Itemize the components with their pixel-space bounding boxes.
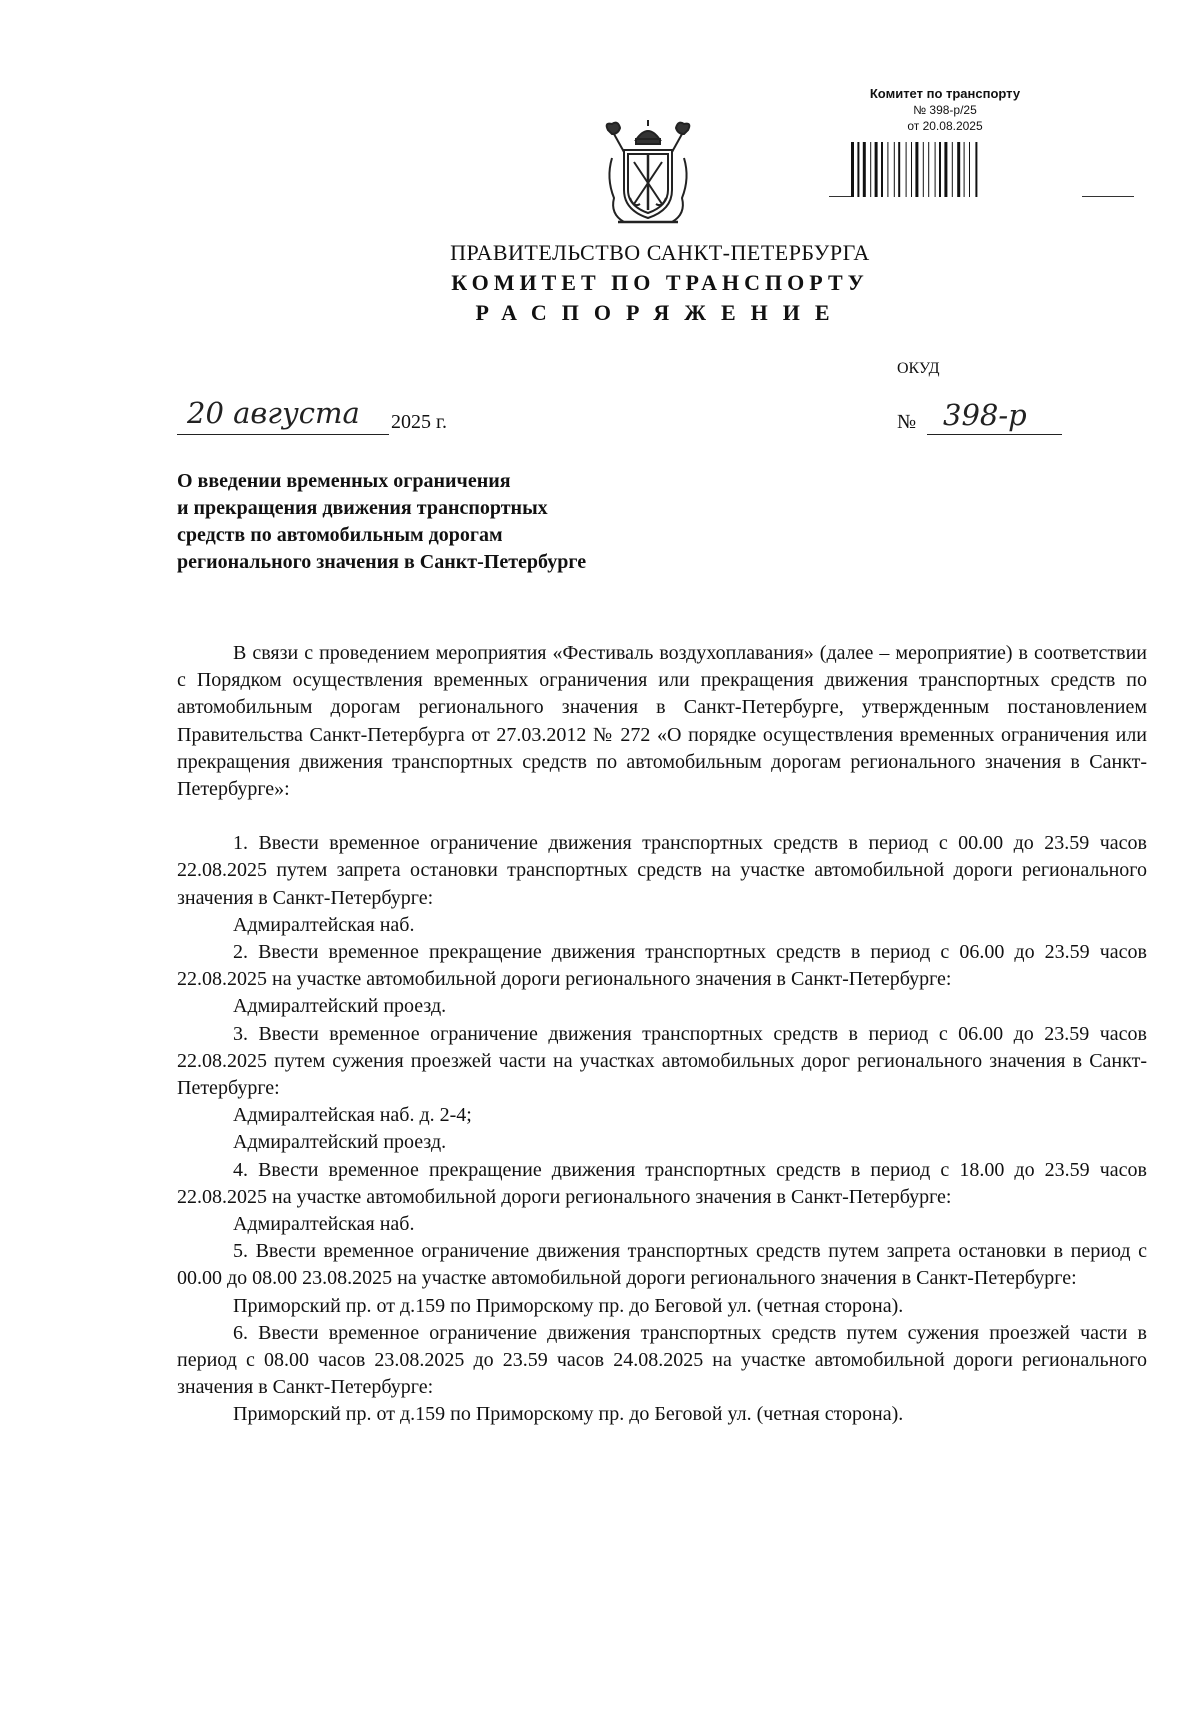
preamble: В связи с проведением мероприятия «Фестиваль воздухоплавания» (далее – мероприятие) в соответствии с Порядком осуществления временных ограничения или прекращения движения транспортных средств по автомобильным дорогам регионального значения в Санкт-Петербурге, утвержденным постановлением Правительства Санкт-Петербурга от 27.03.2012 № 272 «О порядке осуществления временных ограничения или прекращения движения транспортных средств по автомобильным дорогам регионального значения в Санкт-Петербурге»:: [177, 642, 1147, 801]
item-5-text: 5. Ввести временное ограничение движения транспортных средств путем запрета остановки в период с 00.00 до 08.00 23.08.2025 на участке автомобильной дороги регионального значения в Санкт-Петербурге:: [177, 1240, 1147, 1290]
title-line: и прекращения движения транспортных: [177, 497, 548, 519]
handwritten-number: [927, 393, 1062, 448]
stamp-committee: Комитет по транспорту: [869, 86, 1021, 101]
document-type: РАСПОРЯЖЕНИЕ: [475, 300, 845, 325]
stamp-underline-right: [1082, 196, 1134, 197]
number-underline: [927, 434, 1062, 435]
document-title: [177, 468, 737, 576]
coat-of-arms-icon: [598, 118, 698, 228]
item-3-text: 3. Ввести временное ограничение движения транспортных средств в период с 06.00 до 23.59 часов 22.08.2025 путем сужения проезжей части на участках автомобильных дорог регионального значения в Санкт-Петербурге:: [177, 1022, 1147, 1100]
item-6-text: 6. Ввести временное ограничение движения транспортных средств путем сужения проезжей части в период с 08.00 часов 23.08.2025 до 23.59 часов 24.08.2025 на участке автомобильной дороги регионального значения в Санкт-Петербурге:: [177, 1321, 1147, 1399]
number-sign: №: [897, 411, 917, 433]
government-title: ПРАВИТЕЛЬСТВО САНКТ-ПЕТЕРБУРГА: [450, 240, 870, 265]
document-body: [177, 640, 1147, 1429]
item-1-text: 1. Ввести временное ограничение движения транспортных средств в период с 00.00 до 23.59 часов 22.08.2025 путем запрета остановки транспортных средств на участке автомобильной дороги регионального значения в Санкт-Петербурге:: [177, 832, 1147, 909]
title-line: регионального значения в Санкт-Петербурге: [177, 551, 587, 573]
item-5-address: Приморский пр. от д.159 по Приморскому пр. до Беговой ул. (четная сторона).: [233, 1294, 904, 1317]
handwritten-date: [177, 393, 389, 433]
barcode: [845, 142, 1055, 197]
item-3-address-2: Адмиралтейский проезд.: [233, 1131, 447, 1154]
stamp-number: № 398-р/25: [913, 103, 977, 117]
okud-label: ОКУД: [897, 360, 940, 377]
item-2-address: Адмиралтейский проезд.: [233, 995, 447, 1018]
item-4-address: Адмиралтейская наб.: [233, 1213, 415, 1236]
title-line: О введении временных ограничения: [177, 470, 511, 492]
handwritten-number-text: 398-р: [943, 398, 1027, 432]
registration-stamp: [840, 86, 1050, 134]
stamp-date: от 20.08.2025: [907, 119, 983, 133]
item-2-text: 2. Ввести временное прекращение движения транспортных средств в период с 06.00 до 23.59 часов 22.08.2025 на участке автомобильной дороги регионального значения в Санкт-Петербурге:: [177, 941, 1147, 991]
document-header: [300, 238, 1020, 328]
committee-title: КОМИТЕТ ПО ТРАНСПОРТУ: [451, 270, 869, 295]
item-3-address-1: Адмиралтейская наб. д. 2-4;: [233, 1104, 472, 1127]
handwritten-date-text: 20 августа: [187, 396, 360, 430]
date-year: 2025 г.: [391, 411, 447, 433]
date-underline: [177, 434, 389, 435]
title-line: средств по автомобильным дорогам: [177, 524, 503, 546]
item-1-address: Адмиралтейская наб.: [233, 913, 415, 936]
stamp-underline-left: [829, 196, 851, 197]
item-6-address: Приморский пр. от д.159 по Приморскому пр. до Беговой ул. (четная сторона).: [233, 1403, 904, 1426]
item-4-text: 4. Ввести временное прекращение движения транспортных средств в период с 18.00 до 23.59 часов 22.08.2025 на участке автомобильной дороги регионального значения в Санкт-Петербурге:: [177, 1158, 1147, 1208]
